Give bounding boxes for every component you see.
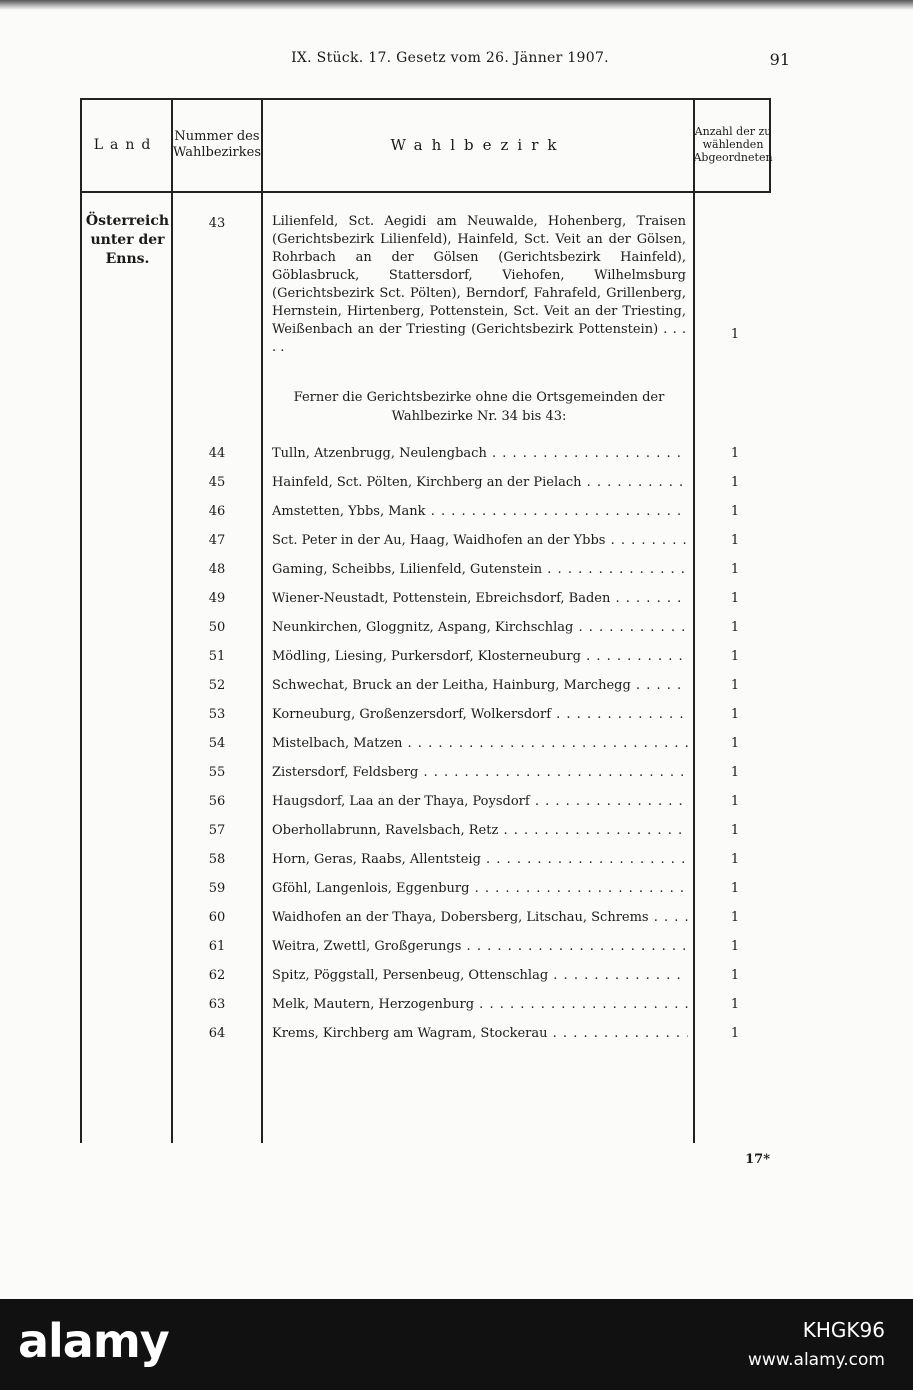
district-number: 47: [208, 533, 226, 548]
district-number: 54: [208, 736, 226, 751]
district-description: [272, 1026, 688, 1041]
seat-count: 1: [730, 910, 740, 925]
district-description: [272, 533, 688, 548]
district-names: Hainfeld, Sct. Pölten, Kirchberg an der Pielach . . .: [272, 475, 688, 490]
land-name: Österreich unter der Enns.: [85, 213, 170, 267]
seat-count: 1: [730, 475, 740, 490]
district-description: [272, 475, 688, 490]
scan-edge: [0, 0, 913, 10]
seat-count: 1: [730, 591, 740, 606]
column-header-nummer: Nummer des Wahlbezirkes: [173, 128, 261, 160]
seat-count: 1: [730, 620, 740, 635]
district-names: Tulln, Atzenbrugg, Neulengbach . . .: [272, 446, 688, 461]
district-number: 46: [208, 504, 226, 519]
district-description: [272, 910, 688, 925]
district-number: 60: [208, 910, 226, 925]
district-names: Spitz, Pöggstall, Persenbeug, Ottenschlag . . .: [272, 968, 688, 983]
district-number: 44: [208, 446, 226, 461]
district-names: Zistersdorf, Feldsberg . . .: [272, 765, 688, 780]
district-names: Weitra, Zwettl, Großgerungs . . .: [272, 939, 688, 954]
district-number: 50: [208, 620, 226, 635]
column-header-anzahl: Anzahl der zu wählenden Abgeordneten: [693, 125, 773, 164]
district-number: 59: [208, 881, 226, 896]
seat-count: 1: [730, 823, 740, 838]
column-rule: [261, 98, 263, 1143]
district-number: 55: [208, 765, 226, 780]
district-number: 51: [208, 649, 226, 664]
seat-count: 1: [730, 881, 740, 896]
district-names: Amstetten, Ybbs, Mank . . .: [272, 504, 688, 519]
district-description: [272, 707, 688, 722]
district-number: 53: [208, 707, 226, 722]
district-description: [272, 852, 688, 867]
signature-mark: 17*: [745, 1152, 770, 1167]
seat-count: 1: [730, 504, 740, 519]
district-names: Mistelbach, Matzen . . .: [272, 736, 688, 751]
column-header-wahlbezirk: Wahlbezirk: [390, 135, 566, 154]
district-names: Neunkirchen, Gloggnitz, Aspang, Kirchschlag . . .: [272, 620, 688, 635]
district-names: Gföhl, Langenlois, Eggenburg . . .: [272, 881, 688, 896]
district-number: 61: [208, 939, 226, 954]
watermark-logo: alamy: [18, 1314, 169, 1368]
district-description: [272, 765, 688, 780]
seat-count: 1: [730, 678, 740, 693]
district-names: Haugsdorf, Laa an der Thaya, Poysdorf . . .: [272, 794, 688, 809]
district-description: [272, 649, 688, 664]
district-names: Schwechat, Bruck an der Leitha, Hainburg, Marchegg . . .: [272, 678, 688, 693]
district-description: Lilienfeld, Sct. Aegidi am Neuwalde, Hohenberg, Traisen (Gerichtsbezirk Lilienfeld), Hainfeld, Sct. Veit an der Gölsen, Rohrbach an der Gölsen (Gerichtsbezirk Hainfeld), Göblasbruck, Stattersdorf, Viehofen, Wilhelmsburg (Gerichtsbezirk Sct. Pölten), Berndorf, Fahrafeld, Grillenberg, Hernstein, Hirtenberg, Pottenstein, Sct. Veit an der Triesting, Weißenbach an der Triesting (Gerichtsbezirk Pottenstein) . . . . .: [272, 214, 686, 355]
seat-count: 1: [730, 562, 740, 577]
district-names: Melk, Mautern, Herzogenburg . . .: [272, 997, 688, 1012]
district-names: Waidhofen an der Thaya, Dobersberg, Litschau, Schrems . . .: [272, 910, 688, 925]
district-names: Mödling, Liesing, Purkersdorf, Klosterneuburg . . .: [272, 649, 688, 664]
district-description: [272, 881, 688, 896]
district-description: [272, 939, 688, 954]
seat-count: 1: [730, 997, 740, 1012]
seat-count: 1: [730, 765, 740, 780]
section-note: Ferner die Gerichtsbezirke ohne die Ortsgemeinden der Wahlbezirke Nr. 34 bis 43:: [293, 390, 665, 424]
district-number: 52: [208, 678, 226, 693]
district-number: 62: [208, 968, 226, 983]
seat-count: 1: [730, 1026, 740, 1041]
district-number: 49: [208, 591, 226, 606]
district-number: 58: [208, 852, 226, 867]
seat-count: 1: [730, 707, 740, 722]
seat-count: 1: [730, 533, 740, 548]
seat-count: 1: [730, 794, 740, 809]
district-description: [272, 678, 688, 693]
district-number: 45: [208, 475, 226, 490]
seat-count: 1: [730, 446, 740, 461]
district-names: Oberhollabrunn, Ravelsbach, Retz . . .: [272, 823, 688, 838]
district-description: [272, 446, 688, 461]
page-number: 91: [769, 50, 790, 69]
district-number: 56: [208, 794, 226, 809]
district-names: Wiener-Neustadt, Pottenstein, Ebreichsdorf, Baden . . .: [272, 591, 688, 606]
district-description: [272, 620, 688, 635]
district-description: [272, 562, 688, 577]
district-description: [272, 823, 688, 838]
watermark-image-id: KHGK96: [802, 1318, 885, 1342]
district-description: [272, 591, 688, 606]
seat-count: 1: [730, 852, 740, 867]
district-number: 63: [208, 997, 226, 1012]
district-names: Krems, Kirchberg am Wagram, Stockerau . . .: [272, 1026, 688, 1041]
seat-count: 1: [730, 649, 740, 664]
seat-count: 1: [730, 968, 740, 983]
district-names: Horn, Geras, Raabs, Allentsteig . . .: [272, 852, 688, 867]
district-names: Gaming, Scheibbs, Lilienfeld, Gutenstein . . .: [272, 562, 688, 577]
district-description: [272, 504, 688, 519]
district-number: 64: [208, 1026, 226, 1041]
table-header-rule: [80, 191, 771, 193]
district-description: [272, 997, 688, 1012]
column-header-land: Land: [93, 136, 158, 153]
seat-count: 1: [730, 327, 740, 342]
seat-count: 1: [730, 736, 740, 751]
district-number: 57: [208, 823, 226, 838]
district-names: Korneuburg, Großenzersdorf, Wolkersdorf . . .: [272, 707, 688, 722]
district-number: 48: [208, 562, 226, 577]
district-description: [272, 736, 688, 751]
column-rule: [693, 98, 695, 1143]
running-title: IX. Stück. 17. Gesetz vom 26. Jänner 1907.: [291, 50, 609, 66]
district-description: [272, 968, 688, 983]
seat-count: 1: [730, 939, 740, 954]
watermark-url: www.alamy.com: [747, 1350, 885, 1370]
district-description: [272, 794, 688, 809]
district-names: Sct. Peter in der Au, Haag, Waidhofen an der Ybbs . . .: [272, 533, 688, 548]
district-number: 43: [208, 216, 226, 231]
